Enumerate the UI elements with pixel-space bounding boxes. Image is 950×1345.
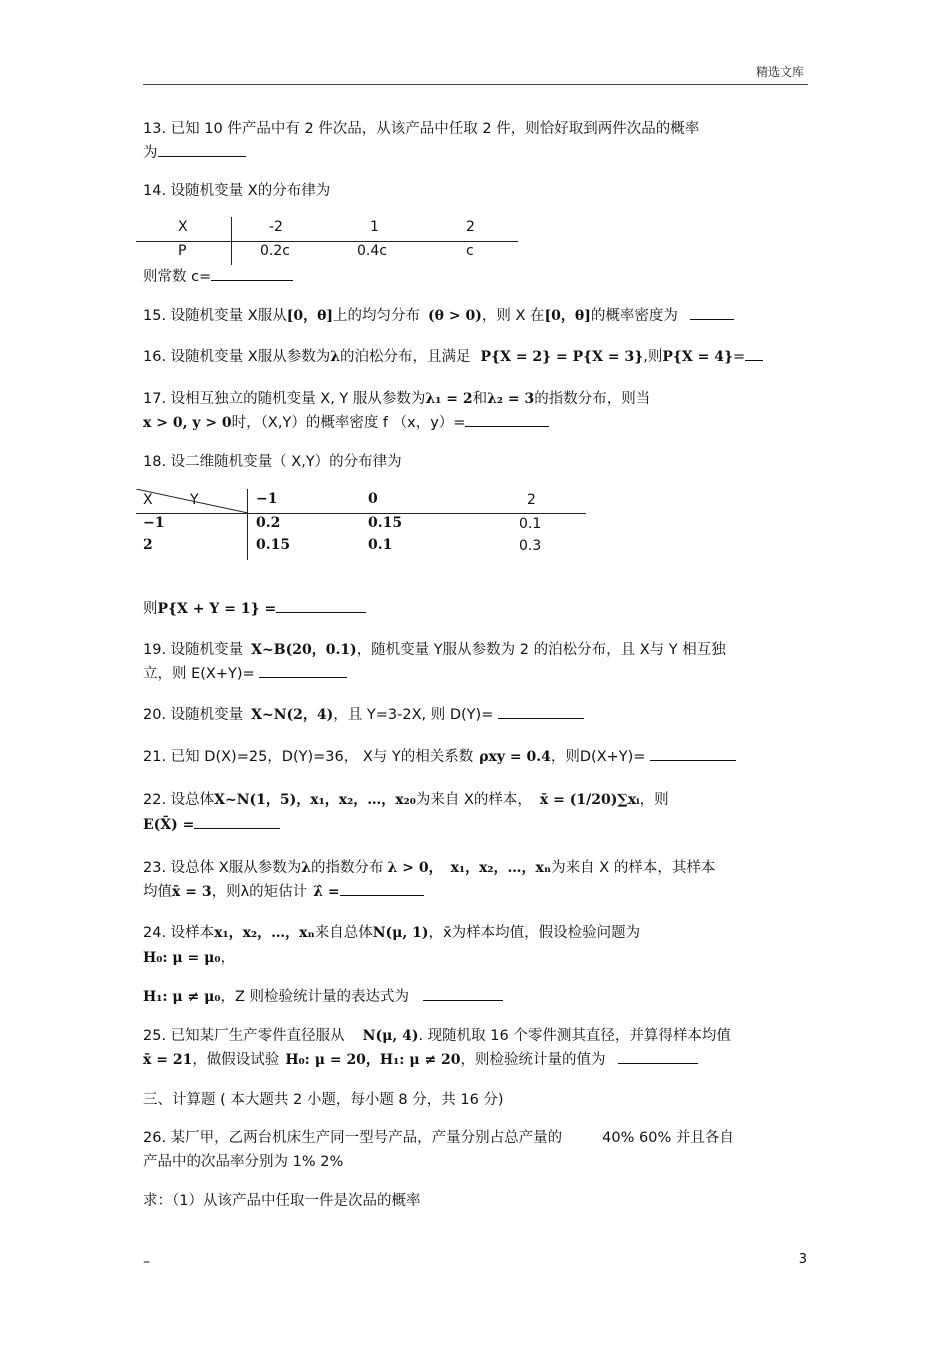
interval-formula: [0，θ] xyxy=(286,308,334,324)
question-20-text-a: 20. 设随机变量 xyxy=(143,707,244,723)
question-24-line3 xyxy=(143,985,808,1009)
question-22-line1 xyxy=(143,788,808,812)
answer-blank-21[interactable] xyxy=(650,746,736,761)
y-value: 2 xyxy=(527,492,536,508)
question-25-text-a: 25. 已知某厂生产零件直径服从 xyxy=(143,1028,345,1044)
x-value: 2 xyxy=(466,219,475,235)
correlation-formula: ρxy = 0.4 xyxy=(479,749,551,765)
question-17-line2 xyxy=(143,411,808,435)
x-value: -2 xyxy=(269,219,283,235)
question-23-line1 xyxy=(143,856,808,880)
sample-formula: x₁，x₂，…，xₙ xyxy=(450,860,552,876)
sample-mean-formula: x̄ = 21 xyxy=(143,1052,193,1068)
answer-blank-25[interactable] xyxy=(618,1049,698,1064)
question-23-text-e: ，则λ的矩估计 xyxy=(211,884,308,900)
question-19-line2 xyxy=(143,662,808,686)
prob-cell: 0.3 xyxy=(519,538,542,554)
question-22-text-a: 22. 设总体 xyxy=(143,792,215,808)
table-rule xyxy=(136,513,586,514)
question-25-text-b: . 现随机取 16 个零件测其直径，并算得样本均值 xyxy=(418,1028,731,1044)
answer-blank-17[interactable] xyxy=(465,412,549,427)
question-15 xyxy=(143,304,808,328)
question-24-text-c: ，x̄为样本均值，假设检验问题为 xyxy=(428,925,641,941)
p-value: 0.4c xyxy=(357,243,387,259)
x-value: 1 xyxy=(370,219,379,235)
question-20-text-b: ，且 Y=3-2X, 则 D(Y)= xyxy=(333,707,498,723)
question-14-intro: 14. 设随机变量 X的分布律为 xyxy=(143,183,331,199)
question-15-text-a: 15. 设随机变量 X服从 xyxy=(143,308,287,324)
question-14-tail-text: 则常数 c= xyxy=(143,269,212,285)
estimator-formula: λ̂ = xyxy=(313,884,340,900)
question-21-text-b: ，则D(X+Y)= xyxy=(550,749,651,765)
alt-hypothesis-formula: H₁: μ ≠ μ₀ xyxy=(143,989,221,1005)
question-24-line1 xyxy=(143,921,808,945)
row-header-p: P xyxy=(178,243,187,259)
question-21-text-a: 21. 已知 D(X)=25，D(Y)=36， X与 Y的相关系数 xyxy=(143,749,474,765)
answer-blank-23[interactable] xyxy=(340,881,424,896)
x-value: −1 xyxy=(143,515,165,531)
answer-blank-19[interactable] xyxy=(259,663,347,678)
question-17-text-c: 时，（X,Y）的概率密度 f （x，y）= xyxy=(231,415,466,431)
question-16-text-a: 16. 设随机变量 X服从参数为 xyxy=(143,349,331,365)
question-16 xyxy=(143,345,808,369)
corner-x-label: X xyxy=(143,492,153,508)
row-header-x: X xyxy=(178,219,188,235)
corner-y-label: Y xyxy=(190,492,199,508)
question-16-text-c: ,则 xyxy=(643,349,663,365)
question-20 xyxy=(143,703,808,727)
section-3-heading: 三、计算题 ( 本大题共 2 小题，每小题 8 分，共 16 分) xyxy=(143,1092,504,1108)
question-23-text-d: 均值 xyxy=(143,884,172,900)
question-24-text-d: ，Z 则检验统计量的表达式为 xyxy=(220,989,410,1005)
question-14-tail xyxy=(143,265,808,289)
normal-formula: X~N(2，4) xyxy=(251,707,334,723)
question-13-line1: 13. 已知 10 件产品中有 2 件次品，从该产品中任取 2 件，则恰好取到两件次品的概率 xyxy=(143,121,700,137)
prob-cell: 0.15 xyxy=(256,537,291,553)
question-25-line1 xyxy=(143,1024,808,1048)
condition-formula: (θ > 0) xyxy=(428,308,482,324)
condition-formula: x > 0, y > 0 xyxy=(143,415,232,431)
y-value: −1 xyxy=(256,491,278,507)
sample-formula: ，x₁，x₂，…，x₂₀ xyxy=(296,792,416,808)
answer-blank-16[interactable] xyxy=(745,346,763,361)
question-18-tail-text: 则 xyxy=(143,601,158,617)
question-16-text-b: 的泊松分布，且满足 xyxy=(340,349,471,365)
prob-cell: 0.1 xyxy=(368,537,393,553)
sample-formula: x₁，x₂，…，xₙ xyxy=(214,925,315,941)
question-25-line2 xyxy=(143,1048,808,1072)
question-16-text-d: = xyxy=(733,349,746,365)
question-23-text-c: 为来自 X 的样本，其样本 xyxy=(551,860,716,876)
expectation-formula: E(X̄) = xyxy=(143,817,195,833)
answer-blank-18[interactable] xyxy=(276,598,366,613)
p-value: c xyxy=(466,243,474,259)
answer-blank-22[interactable] xyxy=(194,814,280,829)
table-rule xyxy=(136,241,518,242)
question-19-text-a: 19. 设随机变量 xyxy=(143,642,244,658)
question-15-text-c: ，则 X 在 xyxy=(481,308,545,324)
question-17-and: 和 xyxy=(472,391,488,407)
question-25-text-c: ，做假设试验 xyxy=(192,1052,280,1068)
target-formula: P{X = 4} xyxy=(662,349,733,365)
question-21 xyxy=(143,745,808,769)
answer-blank-24[interactable] xyxy=(423,986,503,1001)
lambda-symbol: λ xyxy=(301,860,312,876)
normal-formula: X~N(1，5) xyxy=(214,792,297,808)
table-divider xyxy=(231,217,232,265)
question-18-tail xyxy=(143,597,808,621)
prob-cell: 0.2 xyxy=(256,515,281,531)
question-15-text-d: 的概率密度为 xyxy=(590,308,678,324)
question-18-intro: 18. 设二维随机变量（ X,Y）的分布律为 xyxy=(143,454,402,470)
answer-blank-20[interactable] xyxy=(498,704,584,719)
binomial-formula: X~B(20，0.1) xyxy=(251,642,357,658)
question-24-text-a: 24. 设样本 xyxy=(143,925,215,941)
question-13-prefix: 为 xyxy=(143,145,158,161)
population-formula: N(μ, 1) xyxy=(372,925,429,941)
question-26-text-a: 26. 某厂甲，乙两台机床生产同一型号产品，产量分别占总产量的 xyxy=(143,1130,563,1146)
condition-formula: λ > 0， xyxy=(387,860,443,876)
question-23-line2 xyxy=(143,880,808,904)
target-formula: P{X + Y = 1} = xyxy=(157,601,277,617)
x-value: 2 xyxy=(143,537,153,553)
question-26-line1 xyxy=(143,1126,808,1150)
interval-formula: [0，θ] xyxy=(544,308,591,324)
question-24-line2 xyxy=(143,946,808,970)
p-value: 0.2c xyxy=(260,243,290,259)
y-value: 0 xyxy=(368,491,378,507)
hypothesis-formula: H₀: μ = 20，H₁: μ ≠ 20 xyxy=(285,1052,461,1068)
page-number: 3 xyxy=(798,1252,807,1267)
lambda1-formula: λ₁ = 2 xyxy=(425,391,473,407)
sample-mean-formula: x̄ = (1/20)∑xᵢ xyxy=(539,792,640,808)
question-19-text-c: 立，则 E(X+Y)= xyxy=(143,666,260,682)
condition-formula: P{X = 2} = P{X = 3} xyxy=(480,349,644,365)
lambda2-formula: λ₂ = 3 xyxy=(487,391,535,407)
question-25-text-d: ，则检验统计量的值为 xyxy=(460,1052,606,1068)
footer-mark: – xyxy=(143,1254,150,1270)
table-divider xyxy=(247,489,248,560)
question-17-text-b: 的指数分布，则当 xyxy=(534,391,651,407)
normal-formula: N(μ, 4) xyxy=(362,1028,419,1044)
question-19-line1 xyxy=(143,638,808,662)
question-23-text-a: 23. 设总体 X服从参数为 xyxy=(143,860,302,876)
question-24-comma: ， xyxy=(220,950,236,966)
question-24-text-b: 来自总体 xyxy=(314,925,373,941)
question-13-line2 xyxy=(143,141,808,165)
prob-cell: 0.15 xyxy=(368,515,403,531)
question-22-line2 xyxy=(143,813,808,837)
question-26-line2: 产品中的次品率分别为 1% 2% xyxy=(143,1154,344,1170)
header-rule xyxy=(143,84,808,85)
question-15-text-b: 上的均匀分布 xyxy=(333,308,421,324)
question-22-text-c: ，则 xyxy=(639,792,669,808)
prob-cell: 0.1 xyxy=(519,516,542,532)
lambda-symbol: λ xyxy=(330,349,341,365)
null-hypothesis-formula: H₀: μ = μ₀ xyxy=(143,950,221,966)
question-22-text-b: 为来自 X的样本， xyxy=(415,792,532,808)
question-19-text-b: ，随机变量 Y服从参数为 2 的泊松分布，且 X与 Y 相互独 xyxy=(356,642,726,658)
question-17-line1 xyxy=(143,387,808,411)
page-header-title: 精选文库 xyxy=(755,65,804,79)
question-23-text-b: 的指数分布 xyxy=(311,860,384,876)
answer-blank-15[interactable] xyxy=(690,305,734,320)
sample-mean-formula: x̄ = 3 xyxy=(172,884,212,900)
question-26-text-b: 40% 60% 并且各自 xyxy=(602,1130,734,1146)
answer-blank-13[interactable] xyxy=(158,142,246,157)
answer-blank-14[interactable] xyxy=(211,266,293,281)
question-17-text-a: 17. 设相互独立的随机变量 X, Y 服从参数为 xyxy=(143,391,426,407)
question-26-line3: 求：（1）从该产品中任取一件是次品的概率 xyxy=(143,1193,421,1209)
